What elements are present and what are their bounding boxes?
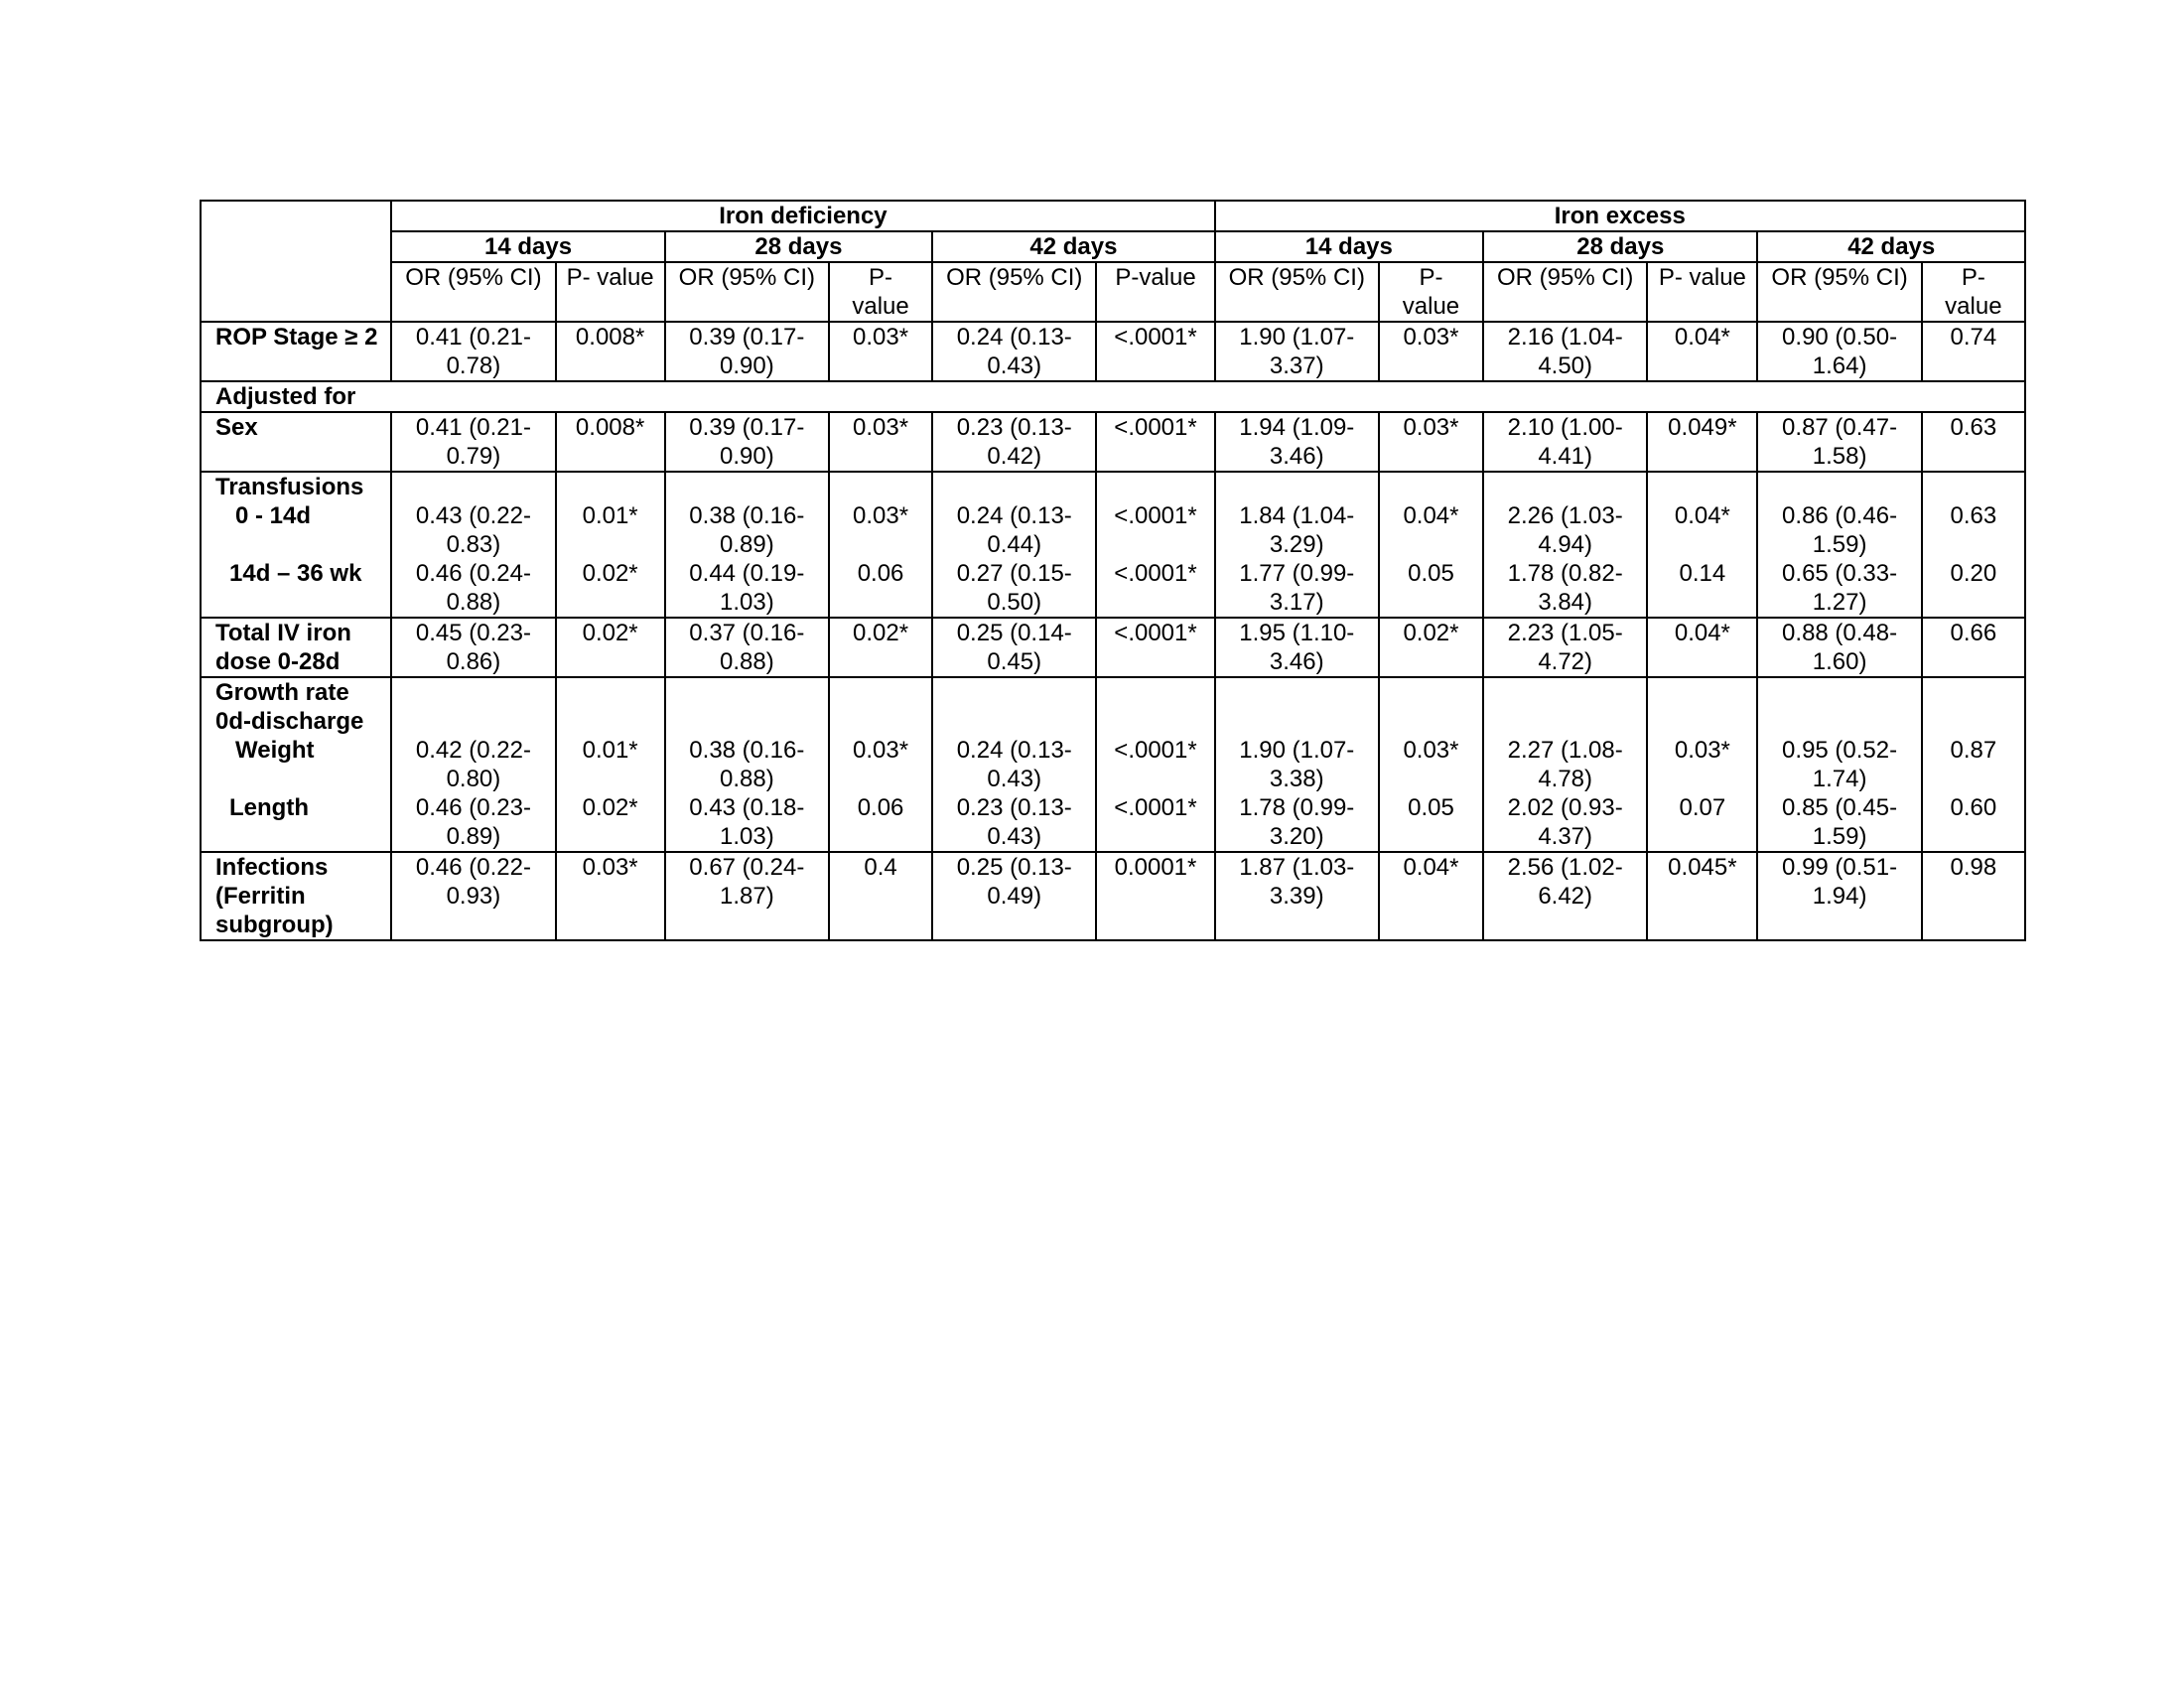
subheader-or: OR (95% CI) (1483, 262, 1647, 322)
p-cell: 0.66 (1922, 618, 2025, 677)
period-header-exc-28: 28 days (1483, 231, 1757, 262)
period-header-def-14: 14 days (391, 231, 664, 262)
or-cell: 0.67 (0.24-1.87) (665, 852, 829, 940)
p-cell: 0.87 0.60 (1922, 677, 2025, 852)
growth-label: Growth rate 0d-discharge (215, 679, 364, 735)
row-label-header (201, 201, 391, 322)
or-cell: 0.25 (0.13-0.49) (932, 852, 1096, 940)
growth-sub2-label: Length (229, 794, 309, 821)
or-cell: 0.45 (0.23-0.86) (391, 618, 555, 677)
p-cell: 0.02* (829, 618, 932, 677)
table-row-rop (201, 322, 2025, 381)
or-cell: 2.26 (1.03-4.94) 1.78 (0.82-3.84) (1483, 472, 1647, 618)
or-cell: 2.27 (1.08-4.78) 2.02 (0.93-4.37) (1483, 677, 1647, 852)
or-cell: 0.41 (0.21-0.78) (391, 322, 555, 381)
or-cell: 0.46 (0.22-0.93) (391, 852, 555, 940)
p-cell: 0.98 (1922, 852, 2025, 940)
p-cell: 0.03* 0.07 (1647, 677, 1757, 852)
p-cell: 0.04* (1647, 618, 1757, 677)
p-cell: <.0001* <.0001* (1096, 677, 1214, 852)
p-cell: 0.63 0.20 (1922, 472, 2025, 618)
or-cell: 2.56 (1.02-6.42) (1483, 852, 1647, 940)
transfusions-label: Transfusions (215, 474, 364, 500)
or-cell: 0.42 (0.22-0.80) 0.46 (0.23-0.89) (391, 677, 555, 852)
row-label-infections: Infections (Ferritin subgroup) (201, 852, 391, 940)
row-label-growth (201, 677, 391, 852)
table-row-infections (201, 852, 2025, 940)
results-table (200, 200, 2026, 941)
or-cell: 0.37 (0.16-0.88) (665, 618, 829, 677)
subheader-or: OR (95% CI) (665, 262, 829, 322)
row-label-sex: Sex (201, 412, 391, 472)
p-cell: 0.04* 0.05 (1379, 472, 1483, 618)
subheader-p: P- value (1379, 262, 1483, 322)
table-row-adjusted (201, 381, 2025, 412)
or-cell: 0.41 (0.21-0.79) (391, 412, 555, 472)
p-cell: <.0001* (1096, 322, 1214, 381)
p-cell: 0.04* (1379, 852, 1483, 940)
or-cell: 0.87 (0.47-1.58) (1757, 412, 1921, 472)
subheader-or: OR (95% CI) (1215, 262, 1379, 322)
p-cell: 0.008* (556, 322, 665, 381)
group-header-iron-deficiency: Iron deficiency (391, 201, 1214, 231)
period-header-def-28: 28 days (665, 231, 932, 262)
p-cell: 0.74 (1922, 322, 2025, 381)
subheader-or: OR (95% CI) (391, 262, 555, 322)
subheader-row (201, 262, 2025, 322)
table-row-transfusions (201, 472, 2025, 618)
or-cell: 0.25 (0.14-0.45) (932, 618, 1096, 677)
or-cell: 0.24 (0.13-0.43) 0.23 (0.13-0.43) (932, 677, 1096, 852)
or-cell: 1.90 (1.07-3.37) (1215, 322, 1379, 381)
or-cell: 2.16 (1.04-4.50) (1483, 322, 1647, 381)
or-cell: 0.43 (0.22-0.83) 0.46 (0.24-0.88) (391, 472, 555, 618)
p-cell: 0.03* 0.06 (829, 472, 932, 618)
group-header-iron-excess: Iron excess (1215, 201, 2025, 231)
subheader-p: P- value (1647, 262, 1757, 322)
subheader-p: P- value (1922, 262, 2025, 322)
or-cell: 0.39 (0.17-0.90) (665, 322, 829, 381)
or-cell: 0.86 (0.46-1.59) 0.65 (0.33-1.27) (1757, 472, 1921, 618)
p-cell: 0.4 (829, 852, 932, 940)
p-cell: 0.049* (1647, 412, 1757, 472)
subheader-or: OR (95% CI) (1757, 262, 1921, 322)
period-header-def-42: 42 days (932, 231, 1215, 262)
p-cell: 0.03* 0.06 (829, 677, 932, 852)
p-cell: <.0001* (1096, 618, 1214, 677)
p-cell: 0.03* (1379, 322, 1483, 381)
subheader-p: P-value (1096, 262, 1214, 322)
p-cell: 0.0001* (1096, 852, 1214, 940)
or-cell: 0.39 (0.17-0.90) (665, 412, 829, 472)
p-cell: 0.03* (829, 322, 932, 381)
or-cell: 0.90 (0.50-1.64) (1757, 322, 1921, 381)
p-cell: 0.03* (1379, 412, 1483, 472)
growth-sub1-label: Weight (235, 737, 315, 764)
p-cell: 0.02* (556, 618, 665, 677)
transfusions-sub1-label: 0 - 14d (235, 502, 312, 529)
or-cell: 1.95 (1.10-3.46) (1215, 618, 1379, 677)
or-cell: 0.24 (0.13-0.44) 0.27 (0.15-0.50) (932, 472, 1096, 618)
or-cell: 0.23 (0.13-0.42) (932, 412, 1096, 472)
p-cell: 0.008* (556, 412, 665, 472)
table-row-growth (201, 677, 2025, 852)
row-label-transfusions (201, 472, 391, 618)
group-header-row (201, 201, 2025, 231)
or-cell: 0.95 (0.52-1.74) 0.85 (0.45-1.59) (1757, 677, 1921, 852)
subheader-p: P- value (829, 262, 932, 322)
row-label-rop: ROP Stage ≥ 2 (201, 322, 391, 381)
or-cell: 1.87 (1.03-3.39) (1215, 852, 1379, 940)
transfusions-sub2-label: 14d – 36 wk (229, 560, 362, 587)
p-cell: 0.04* (1647, 322, 1757, 381)
p-cell: 0.04* 0.14 (1647, 472, 1757, 618)
p-cell: 0.03* (829, 412, 932, 472)
or-cell: 0.88 (0.48-1.60) (1757, 618, 1921, 677)
p-cell: 0.045* (1647, 852, 1757, 940)
p-cell: 0.02* (1379, 618, 1483, 677)
or-cell: 0.38 (0.16-0.88) 0.43 (0.18-1.03) (665, 677, 829, 852)
adjusted-for-label: Adjusted for (201, 381, 2025, 412)
or-cell: 2.10 (1.00-4.41) (1483, 412, 1647, 472)
table-row-sex (201, 412, 2025, 472)
or-cell: 0.24 (0.13-0.43) (932, 322, 1096, 381)
p-cell: <.0001* <.0001* (1096, 472, 1214, 618)
table-row-iv-iron (201, 618, 2025, 677)
subheader-p: P- value (556, 262, 665, 322)
or-cell: 1.94 (1.09-3.46) (1215, 412, 1379, 472)
period-header-exc-14: 14 days (1215, 231, 1483, 262)
p-cell: 0.01* 0.02* (556, 472, 665, 618)
subheader-or: OR (95% CI) (932, 262, 1096, 322)
period-header-exc-42: 42 days (1757, 231, 2025, 262)
or-cell: 0.38 (0.16-0.89) 0.44 (0.19-1.03) (665, 472, 829, 618)
p-cell: <.0001* (1096, 412, 1214, 472)
or-cell: 1.84 (1.04-3.29) 1.77 (0.99-3.17) (1215, 472, 1379, 618)
p-cell: 0.03* 0.05 (1379, 677, 1483, 852)
period-header-row (201, 231, 2025, 262)
p-cell: 0.63 (1922, 412, 2025, 472)
p-cell: 0.03* (556, 852, 665, 940)
row-label-iv-iron: Total IV iron dose 0-28d (201, 618, 391, 677)
or-cell: 1.90 (1.07-3.38) 1.78 (0.99-3.20) (1215, 677, 1379, 852)
p-cell: 0.01* 0.02* (556, 677, 665, 852)
or-cell: 0.99 (0.51-1.94) (1757, 852, 1921, 940)
or-cell: 2.23 (1.05-4.72) (1483, 618, 1647, 677)
